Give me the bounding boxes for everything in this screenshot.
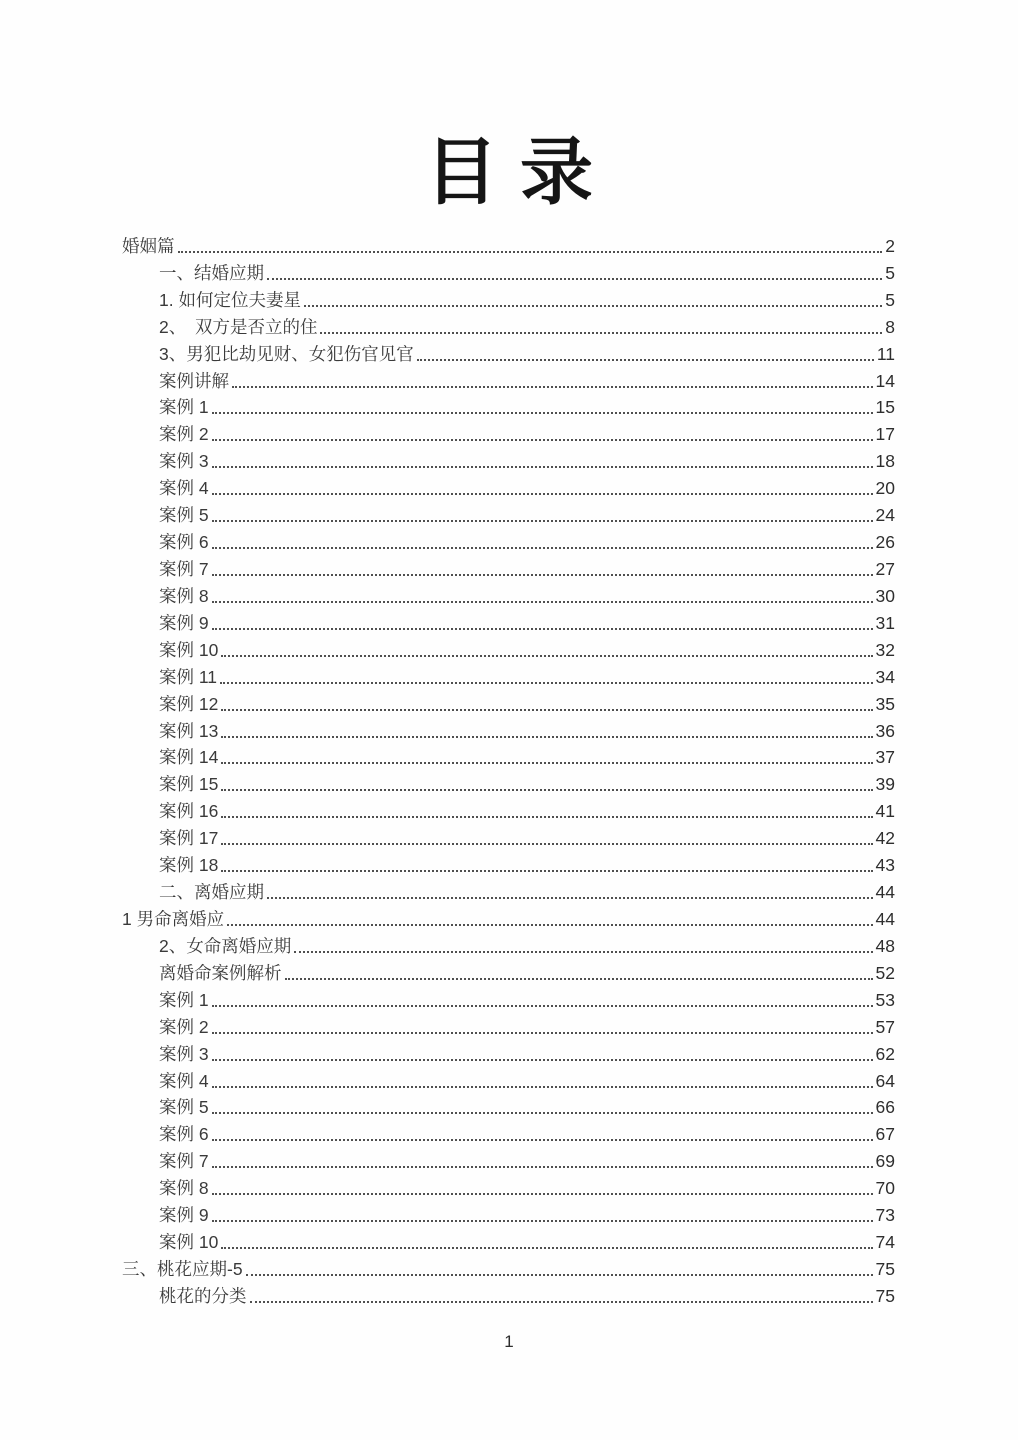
toc-entry xyxy=(122,906,895,933)
toc-entry-label: 案例 5 xyxy=(159,505,209,526)
toc-entry xyxy=(122,691,895,718)
toc-entry-label: 案例 2 xyxy=(159,1016,209,1037)
toc-entry xyxy=(122,395,895,422)
toc-entry xyxy=(122,987,895,1014)
toc-leader-dots xyxy=(250,1301,873,1303)
toc-leader-dots xyxy=(221,789,872,791)
toc-entry-page-number: 73 xyxy=(875,1205,895,1226)
toc-entry xyxy=(122,933,895,960)
toc-entry-page-number: 17 xyxy=(875,424,895,445)
toc-leader-dots xyxy=(220,682,873,684)
toc-entry-label: 案例 2 xyxy=(159,424,209,445)
toc-entry-page-number: 24 xyxy=(875,505,895,526)
toc-leader-dots xyxy=(267,278,882,280)
toc-entry-page-number: 70 xyxy=(875,1178,895,1199)
toc-leader-dots xyxy=(285,978,873,980)
toc-entry-page-number: 62 xyxy=(875,1043,895,1064)
toc-leader-dots xyxy=(221,843,872,845)
toc-entry xyxy=(122,852,895,879)
toc-entry xyxy=(122,529,895,556)
toc-entry xyxy=(122,314,895,341)
toc-entry xyxy=(122,260,895,287)
toc-entry xyxy=(122,287,895,314)
toc-entry-label: 案例 4 xyxy=(159,1070,209,1091)
toc-entry xyxy=(122,1148,895,1175)
toc-entry-label: 案例 10 xyxy=(159,1232,219,1253)
toc-entry-page-number: 52 xyxy=(875,962,895,983)
page-title: 目录 xyxy=(425,132,615,213)
toc-entry-label: 一、结婚应期 xyxy=(159,262,264,283)
toc-entry-label: 案例 8 xyxy=(159,585,209,606)
toc-entry-label: 1 男命离婚应 xyxy=(122,908,225,929)
toc-leader-dots xyxy=(267,897,873,899)
toc-entry xyxy=(122,637,895,664)
toc-entry-label: 案例 13 xyxy=(159,720,219,741)
toc-entry-page-number: 30 xyxy=(875,585,895,606)
toc-entry xyxy=(122,341,895,368)
toc-entry-label: 案例 15 xyxy=(159,774,219,795)
toc-entry xyxy=(122,1014,895,1041)
toc-entry-page-number: 66 xyxy=(875,1097,895,1118)
toc-leader-dots xyxy=(221,1247,872,1249)
toc-entry xyxy=(122,448,895,475)
toc-entry-page-number: 18 xyxy=(875,451,895,472)
toc-entry-page-number: 75 xyxy=(875,1258,895,1279)
toc-entry-page-number: 53 xyxy=(875,989,895,1010)
toc-entry-label: 3、男犯比劫见财、女犯伤官见官 xyxy=(159,343,414,364)
toc-entry-label: 案例 5 xyxy=(159,1097,209,1118)
toc-entry xyxy=(122,502,895,529)
toc-entry-label: 案例 9 xyxy=(159,1205,209,1226)
toc-leader-dots xyxy=(246,1274,873,1276)
toc-entry-page-number: 35 xyxy=(875,693,895,714)
toc-entry-page-number: 57 xyxy=(875,1016,895,1037)
toc-entry-page-number: 5 xyxy=(885,262,895,283)
toc-entry-label: 案例 11 xyxy=(159,666,218,687)
toc-entry-page-number: 39 xyxy=(875,774,895,795)
toc-entry-label: 2、女命离婚应期 xyxy=(159,935,292,956)
toc-entry-label: 案例 7 xyxy=(159,1151,209,1172)
toc-entry-page-number: 15 xyxy=(875,397,895,418)
toc-leader-dots xyxy=(212,1032,873,1034)
toc-entry-page-number: 69 xyxy=(875,1151,895,1172)
toc-leader-dots xyxy=(212,1112,873,1114)
toc-leader-dots xyxy=(212,1059,873,1061)
toc-entry-page-number: 37 xyxy=(875,747,895,768)
toc-entry xyxy=(122,798,895,825)
toc-leader-dots xyxy=(221,816,872,818)
toc-entry xyxy=(122,1175,895,1202)
toc-leader-dots xyxy=(212,493,873,495)
toc-entry-label: 案例 6 xyxy=(159,1124,209,1145)
toc-entry-page-number: 5 xyxy=(885,289,895,310)
toc-entry xyxy=(122,1256,895,1283)
toc-entry xyxy=(122,960,895,987)
toc-entry xyxy=(122,771,895,798)
toc-entry-page-number: 8 xyxy=(885,316,895,337)
toc-entry-page-number: 48 xyxy=(875,935,895,956)
toc-leader-dots xyxy=(294,951,872,953)
toc-leader-dots xyxy=(320,332,882,334)
toc-entry-page-number: 20 xyxy=(875,478,895,499)
toc-leader-dots xyxy=(212,1193,873,1195)
toc-entry-page-number: 11 xyxy=(876,343,895,364)
toc-entry xyxy=(122,1095,895,1122)
toc-entry-page-number: 42 xyxy=(875,828,895,849)
toc-entry xyxy=(122,1229,895,1256)
toc-leader-dots xyxy=(178,251,883,253)
toc-entry-label: 案例 14 xyxy=(159,747,219,768)
toc-entry-label: 案例 18 xyxy=(159,855,219,876)
toc-leader-dots xyxy=(212,574,873,576)
toc-leader-dots xyxy=(212,520,873,522)
toc-entry-label: 案例 9 xyxy=(159,612,209,633)
toc-entry-page-number: 75 xyxy=(875,1285,895,1306)
toc-entry-label: 2、 双方是否立的住 xyxy=(159,316,318,337)
toc-entry-label: 案例 8 xyxy=(159,1178,209,1199)
toc-leader-dots xyxy=(232,386,873,388)
toc-entry-label: 案例 6 xyxy=(159,532,209,553)
toc-entry xyxy=(122,1068,895,1095)
toc-leader-dots xyxy=(212,1139,873,1141)
toc-entry-label: 离婚命案例解析 xyxy=(159,962,282,983)
toc-entry-page-number: 44 xyxy=(875,908,895,929)
toc-leader-dots xyxy=(212,1220,873,1222)
toc-entry-label: 案例 17 xyxy=(159,828,219,849)
toc-entry-page-number: 34 xyxy=(875,666,895,687)
toc-entry-label: 桃花的分类 xyxy=(159,1285,247,1306)
toc-entry-label: 案例 3 xyxy=(159,1043,209,1064)
toc-list xyxy=(122,233,895,1310)
toc-entry-page-number: 2 xyxy=(885,235,895,256)
toc-leader-dots xyxy=(221,736,872,738)
toc-entry-page-number: 26 xyxy=(875,532,895,553)
toc-leader-dots xyxy=(212,601,873,603)
toc-leader-dots xyxy=(227,924,872,926)
toc-entry xyxy=(122,1283,895,1310)
toc-entry-page-number: 64 xyxy=(875,1070,895,1091)
toc-entry-page-number: 27 xyxy=(875,558,895,579)
toc-entry-label: 案例 4 xyxy=(159,478,209,499)
toc-entry-label: 二、离婚应期 xyxy=(159,882,264,903)
toc-entry-label: 婚姻篇 xyxy=(122,235,175,256)
page-footer-number: 1 xyxy=(504,1332,514,1351)
toc-leader-dots xyxy=(212,1086,873,1088)
toc-entry-label: 案例 7 xyxy=(159,558,209,579)
toc-entry-label: 案例讲解 xyxy=(159,370,229,391)
toc-entry-page-number: 14 xyxy=(875,370,895,391)
toc-entry xyxy=(122,610,895,637)
toc-entry xyxy=(122,745,895,772)
toc-leader-dots xyxy=(212,547,873,549)
toc-entry xyxy=(122,475,895,502)
toc-leader-dots xyxy=(221,655,872,657)
toc-leader-dots xyxy=(212,466,873,468)
toc-entry-page-number: 36 xyxy=(875,720,895,741)
toc-leader-dots xyxy=(212,1005,873,1007)
toc-entry xyxy=(122,1121,895,1148)
toc-entry-page-number: 67 xyxy=(875,1124,895,1145)
toc-entry-label: 案例 10 xyxy=(159,639,219,660)
toc-entry-label: 1. 如何定位夫妻星 xyxy=(159,289,301,310)
toc-entry-page-number: 74 xyxy=(875,1232,895,1253)
toc-entry-page-number: 43 xyxy=(875,855,895,876)
toc-entry xyxy=(122,583,895,610)
toc-leader-dots xyxy=(417,359,874,361)
toc-entry xyxy=(122,368,895,395)
toc-entry-label: 案例 1 xyxy=(159,397,209,418)
toc-entry xyxy=(122,421,895,448)
toc-leader-dots xyxy=(212,412,873,414)
toc-leader-dots xyxy=(304,305,882,307)
toc-entry-label: 案例 1 xyxy=(159,989,209,1010)
toc-leader-dots xyxy=(212,1166,873,1168)
toc-entry-label: 案例 12 xyxy=(159,693,219,714)
toc-leader-dots xyxy=(221,870,872,872)
toc-entry-page-number: 31 xyxy=(875,612,895,633)
toc-leader-dots xyxy=(212,628,873,630)
toc-entry-label: 三、桃花应期-5 xyxy=(122,1258,243,1279)
toc-entry-page-number: 41 xyxy=(875,801,895,822)
toc-entry xyxy=(122,718,895,745)
toc-entry xyxy=(122,1041,895,1068)
toc-entry-page-number: 44 xyxy=(875,882,895,903)
toc-entry xyxy=(122,664,895,691)
toc-entry-label: 案例 16 xyxy=(159,801,219,822)
toc-leader-dots xyxy=(221,762,872,764)
toc-entry xyxy=(122,556,895,583)
toc-entry xyxy=(122,879,895,906)
toc-entry-page-number: 32 xyxy=(875,639,895,660)
toc-leader-dots xyxy=(212,439,873,441)
toc-entry xyxy=(122,825,895,852)
toc-leader-dots xyxy=(221,709,872,711)
toc-entry xyxy=(122,1202,895,1229)
toc-entry-label: 案例 3 xyxy=(159,451,209,472)
toc-entry xyxy=(122,233,895,260)
